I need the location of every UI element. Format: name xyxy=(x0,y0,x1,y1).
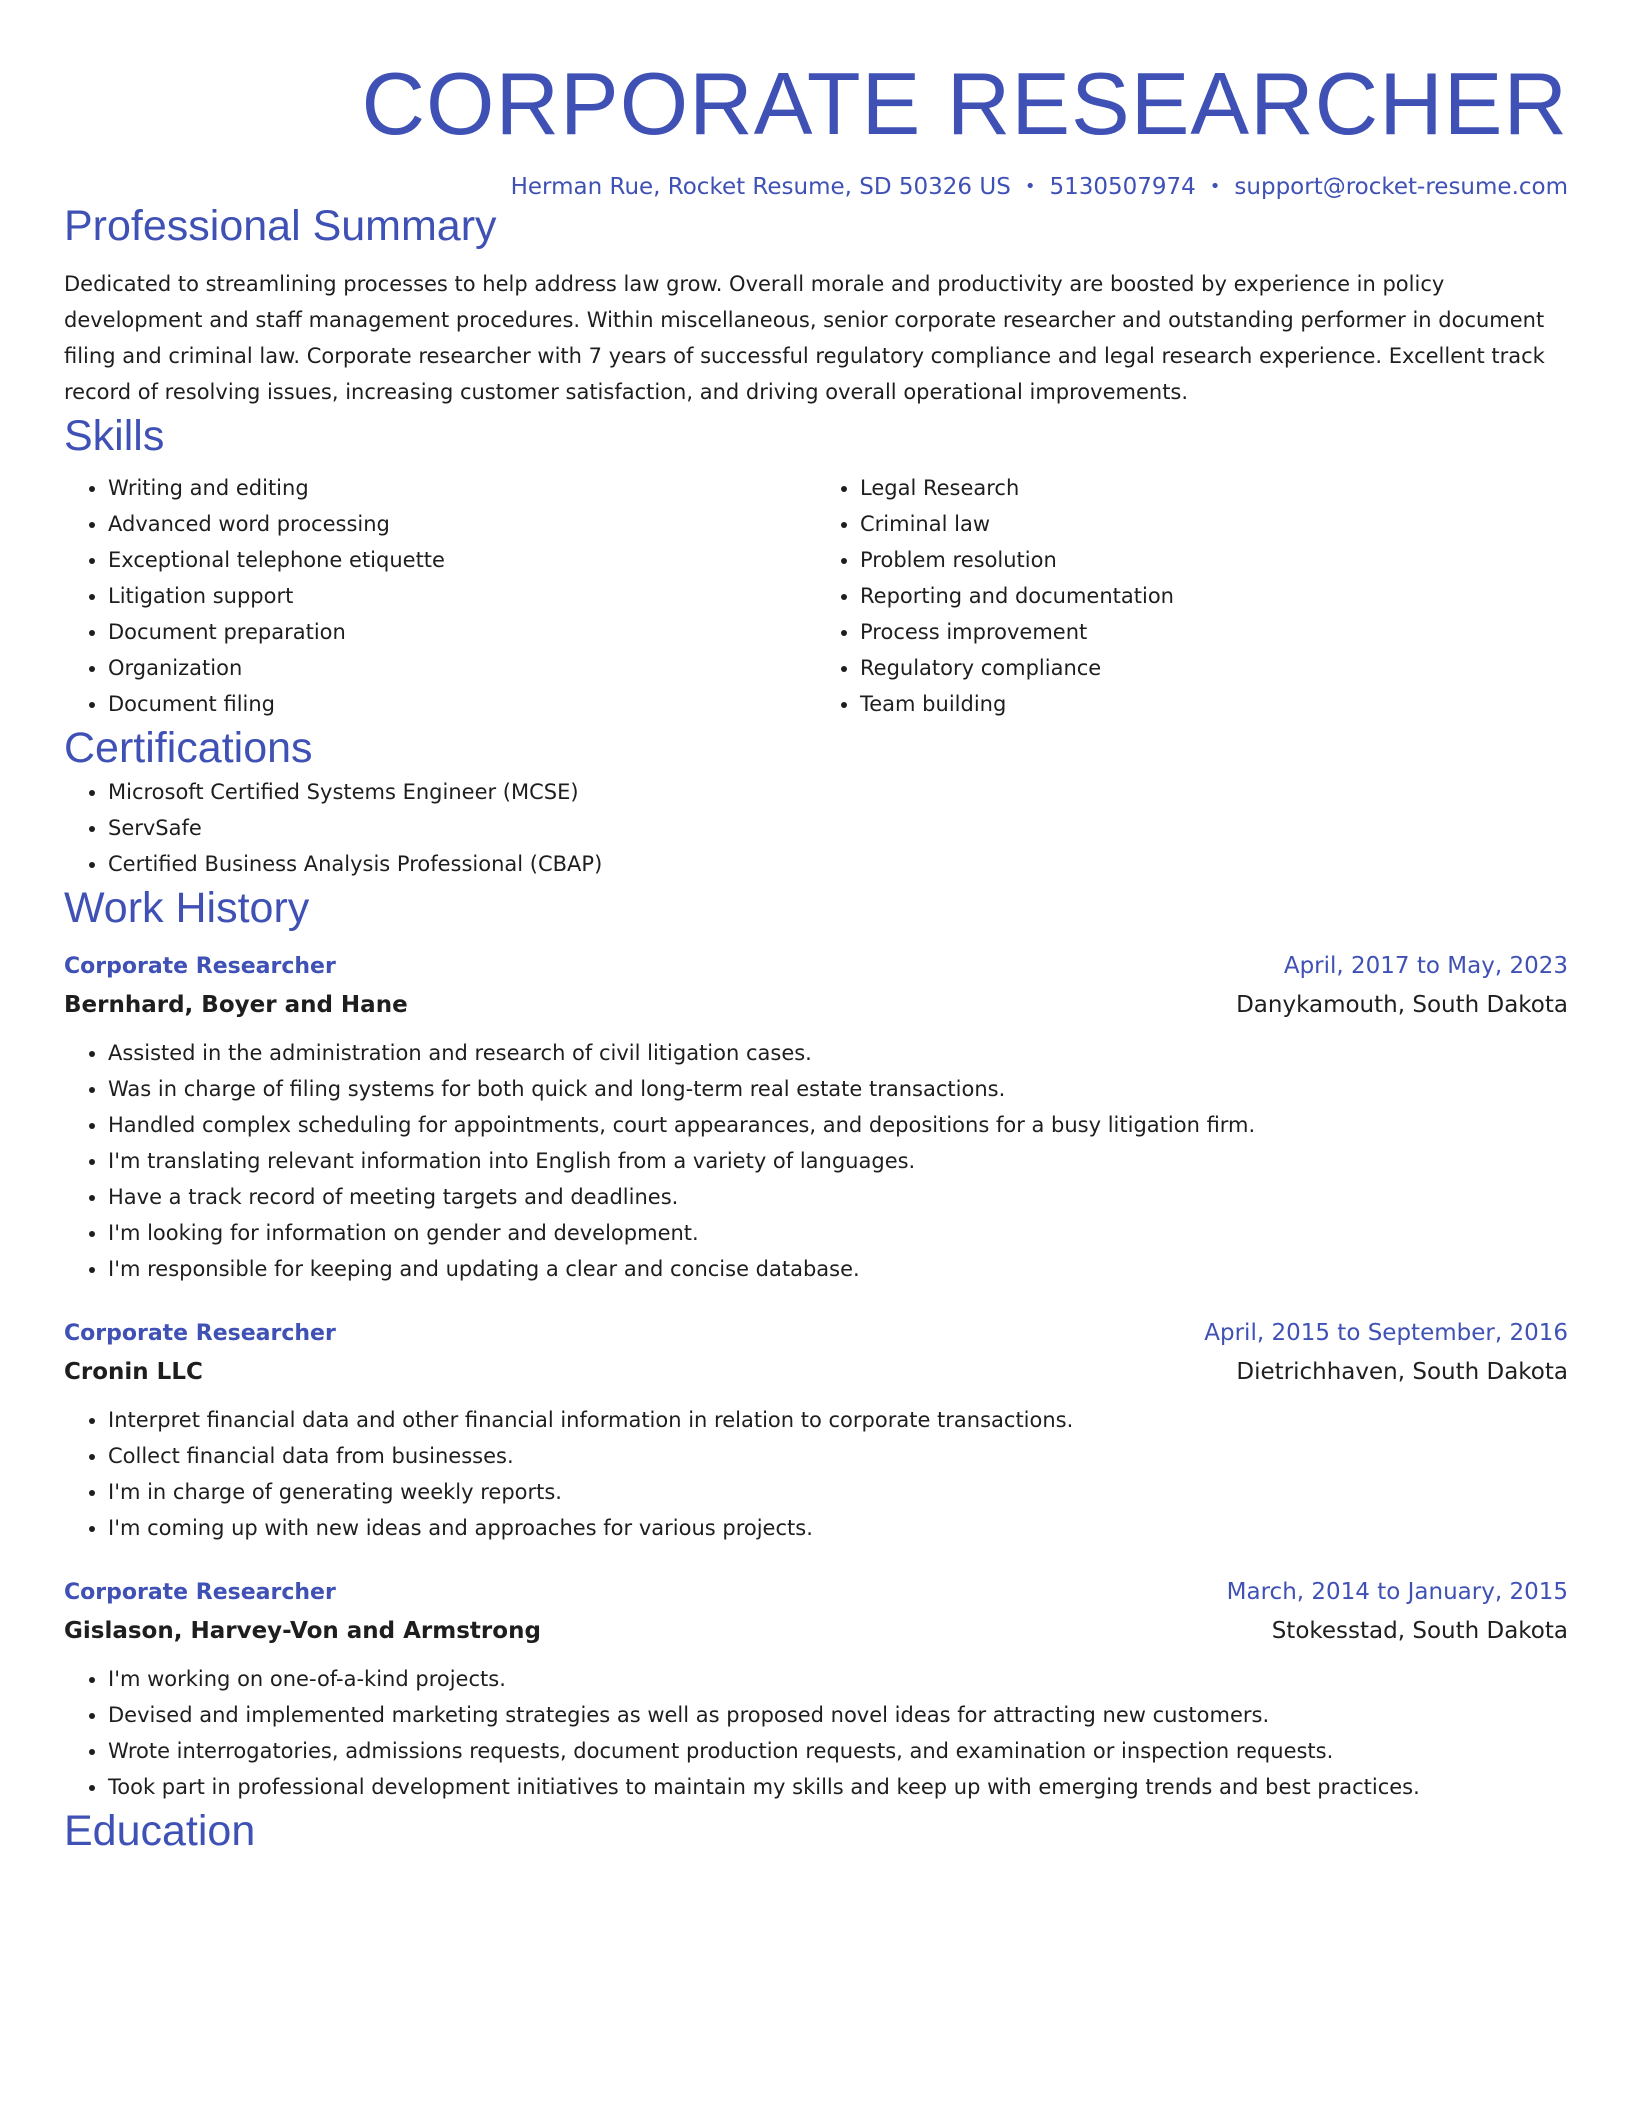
job-bullet: • I'm translating relevant information into English from a variety of languages. xyxy=(108,1143,1568,1179)
job-bullet: • I'm looking for information on gender and development. xyxy=(108,1215,1568,1251)
skill-item: • Writing and editing xyxy=(108,470,816,506)
skill-item: • Organization xyxy=(108,650,816,686)
job-title: Corporate Researcher xyxy=(64,954,336,979)
job-title-row xyxy=(64,1574,1568,1611)
skill-item: • Regulatory compliance xyxy=(860,650,1568,686)
skill-item: • Legal Research xyxy=(860,470,1568,506)
summary-section xyxy=(64,200,1568,410)
job-dates: March, 2014 to January, 2015 xyxy=(1226,1579,1568,1605)
job-company: Cronin LLC xyxy=(64,1359,203,1385)
work-history-section xyxy=(64,882,1568,1805)
skill-item: • Process improvement xyxy=(860,614,1568,650)
skill-item: • Criminal law xyxy=(860,506,1568,542)
job-bullet: • I'm coming up with new ideas and approaches for various projects. xyxy=(108,1510,1568,1546)
contact-separator: • xyxy=(1024,176,1036,197)
job-entry xyxy=(64,1315,1568,1546)
skills-columns xyxy=(64,470,1568,722)
summary-text: Dedicated to streamlining processes to help address law grow. Overall morale and productivity are boosted by experience in policy development and staff management procedures. Within miscellaneous, senior corporate researcher and outstanding performer in document filing and criminal law. Corporate researcher with 7 years of successful regulatory compliance and legal research experience. Excellent track record of resolving issues, increasing customer satisfaction, and driving overall operational improvements. xyxy=(64,272,1545,404)
education-heading: Education xyxy=(64,1807,256,1855)
job-company-row xyxy=(64,1352,1568,1392)
skills-list-right xyxy=(816,470,1568,722)
job-bullets xyxy=(64,1402,1568,1546)
certifications-section xyxy=(64,722,1568,882)
job-bullet: • Collect financial data from businesses. xyxy=(108,1438,1568,1474)
certification-item: • Microsoft Certified Systems Engineer (MCSE) xyxy=(108,774,1568,810)
certification-item: • ServSafe xyxy=(108,810,1568,846)
contact-address: Herman Rue, Rocket Resume, SD 50326 US xyxy=(510,174,1011,200)
job-company-row xyxy=(64,1611,1568,1651)
job-company-row xyxy=(64,985,1568,1025)
job-dates: April, 2017 to May, 2023 xyxy=(1283,953,1568,979)
skill-item: • Document filing xyxy=(108,686,816,722)
certifications-heading: Certifications xyxy=(64,724,313,772)
job-title: Corporate Researcher xyxy=(64,1580,336,1605)
job-bullet: • Devised and implemented marketing strategies as well as proposed novel ideas for attracting new customers. xyxy=(108,1697,1568,1733)
skill-item: • Litigation support xyxy=(108,578,816,614)
job-bullet: • I'm responsible for keeping and updating a clear and concise database. xyxy=(108,1251,1568,1287)
contact-separator: • xyxy=(1209,176,1221,197)
job-title: Corporate Researcher xyxy=(64,1321,336,1346)
job-bullet: • I'm working on one-of-a-kind projects. xyxy=(108,1661,1568,1697)
job-location: Danykamouth, South Dakota xyxy=(1236,992,1568,1018)
resume-title: CORPORATE RESEARCHER xyxy=(361,54,1568,153)
resume-header xyxy=(64,0,1568,200)
certification-item: • Certified Business Analysis Professional (CBAP) xyxy=(108,846,1568,882)
skills-heading: Skills xyxy=(64,412,165,460)
job-location: Stokesstad, South Dakota xyxy=(1271,1618,1568,1644)
job-entry xyxy=(64,948,1568,1287)
education-section xyxy=(64,1805,1568,1857)
job-bullet: • Was in charge of filing systems for both quick and long-term real estate transactions. xyxy=(108,1071,1568,1107)
contact-email: support@rocket-resume.com xyxy=(1234,174,1568,200)
skill-item: • Team building xyxy=(860,686,1568,722)
skill-item: • Reporting and documentation xyxy=(860,578,1568,614)
job-bullet: • Wrote interrogatories, admissions requests, document production requests, and examination or inspection requests. xyxy=(108,1733,1568,1769)
job-bullet: • Took part in professional development initiatives to maintain my skills and keep up with emerging trends and best practices. xyxy=(108,1769,1568,1805)
job-bullets xyxy=(64,1035,1568,1287)
job-dates: April, 2015 to September, 2016 xyxy=(1204,1320,1568,1346)
certifications-list xyxy=(64,774,1568,882)
skill-item: • Document preparation xyxy=(108,614,816,650)
job-bullet: • Interpret financial data and other financial information in relation to corporate transactions. xyxy=(108,1402,1568,1438)
job-bullets xyxy=(64,1661,1568,1805)
skill-item: • Exceptional telephone etiquette xyxy=(108,542,816,578)
job-bullet: • I'm in charge of generating weekly reports. xyxy=(108,1474,1568,1510)
skills-section xyxy=(64,410,1568,722)
job-title-row xyxy=(64,1315,1568,1352)
skills-list-left xyxy=(64,470,816,722)
job-title-row xyxy=(64,948,1568,985)
contact-phone: 5130507974 xyxy=(1049,174,1196,200)
job-bullet: • Handled complex scheduling for appointments, court appearances, and depositions for a busy litigation firm. xyxy=(108,1107,1568,1143)
job-bullet: • Have a track record of meeting targets and deadlines. xyxy=(108,1179,1568,1215)
skill-item: • Problem resolution xyxy=(860,542,1568,578)
job-company: Gislason, Harvey-Von and Armstrong xyxy=(64,1618,541,1644)
job-location: Dietrichhaven, South Dakota xyxy=(1236,1359,1568,1385)
contact-line xyxy=(64,174,1568,200)
job-bullet: • Assisted in the administration and research of civil litigation cases. xyxy=(108,1035,1568,1071)
summary-heading: Professional Summary xyxy=(64,202,497,250)
job-company: Bernhard, Boyer and Hane xyxy=(64,992,408,1018)
skill-item: • Advanced word processing xyxy=(108,506,816,542)
job-entry xyxy=(64,1574,1568,1805)
work-history-heading: Work History xyxy=(64,884,310,932)
